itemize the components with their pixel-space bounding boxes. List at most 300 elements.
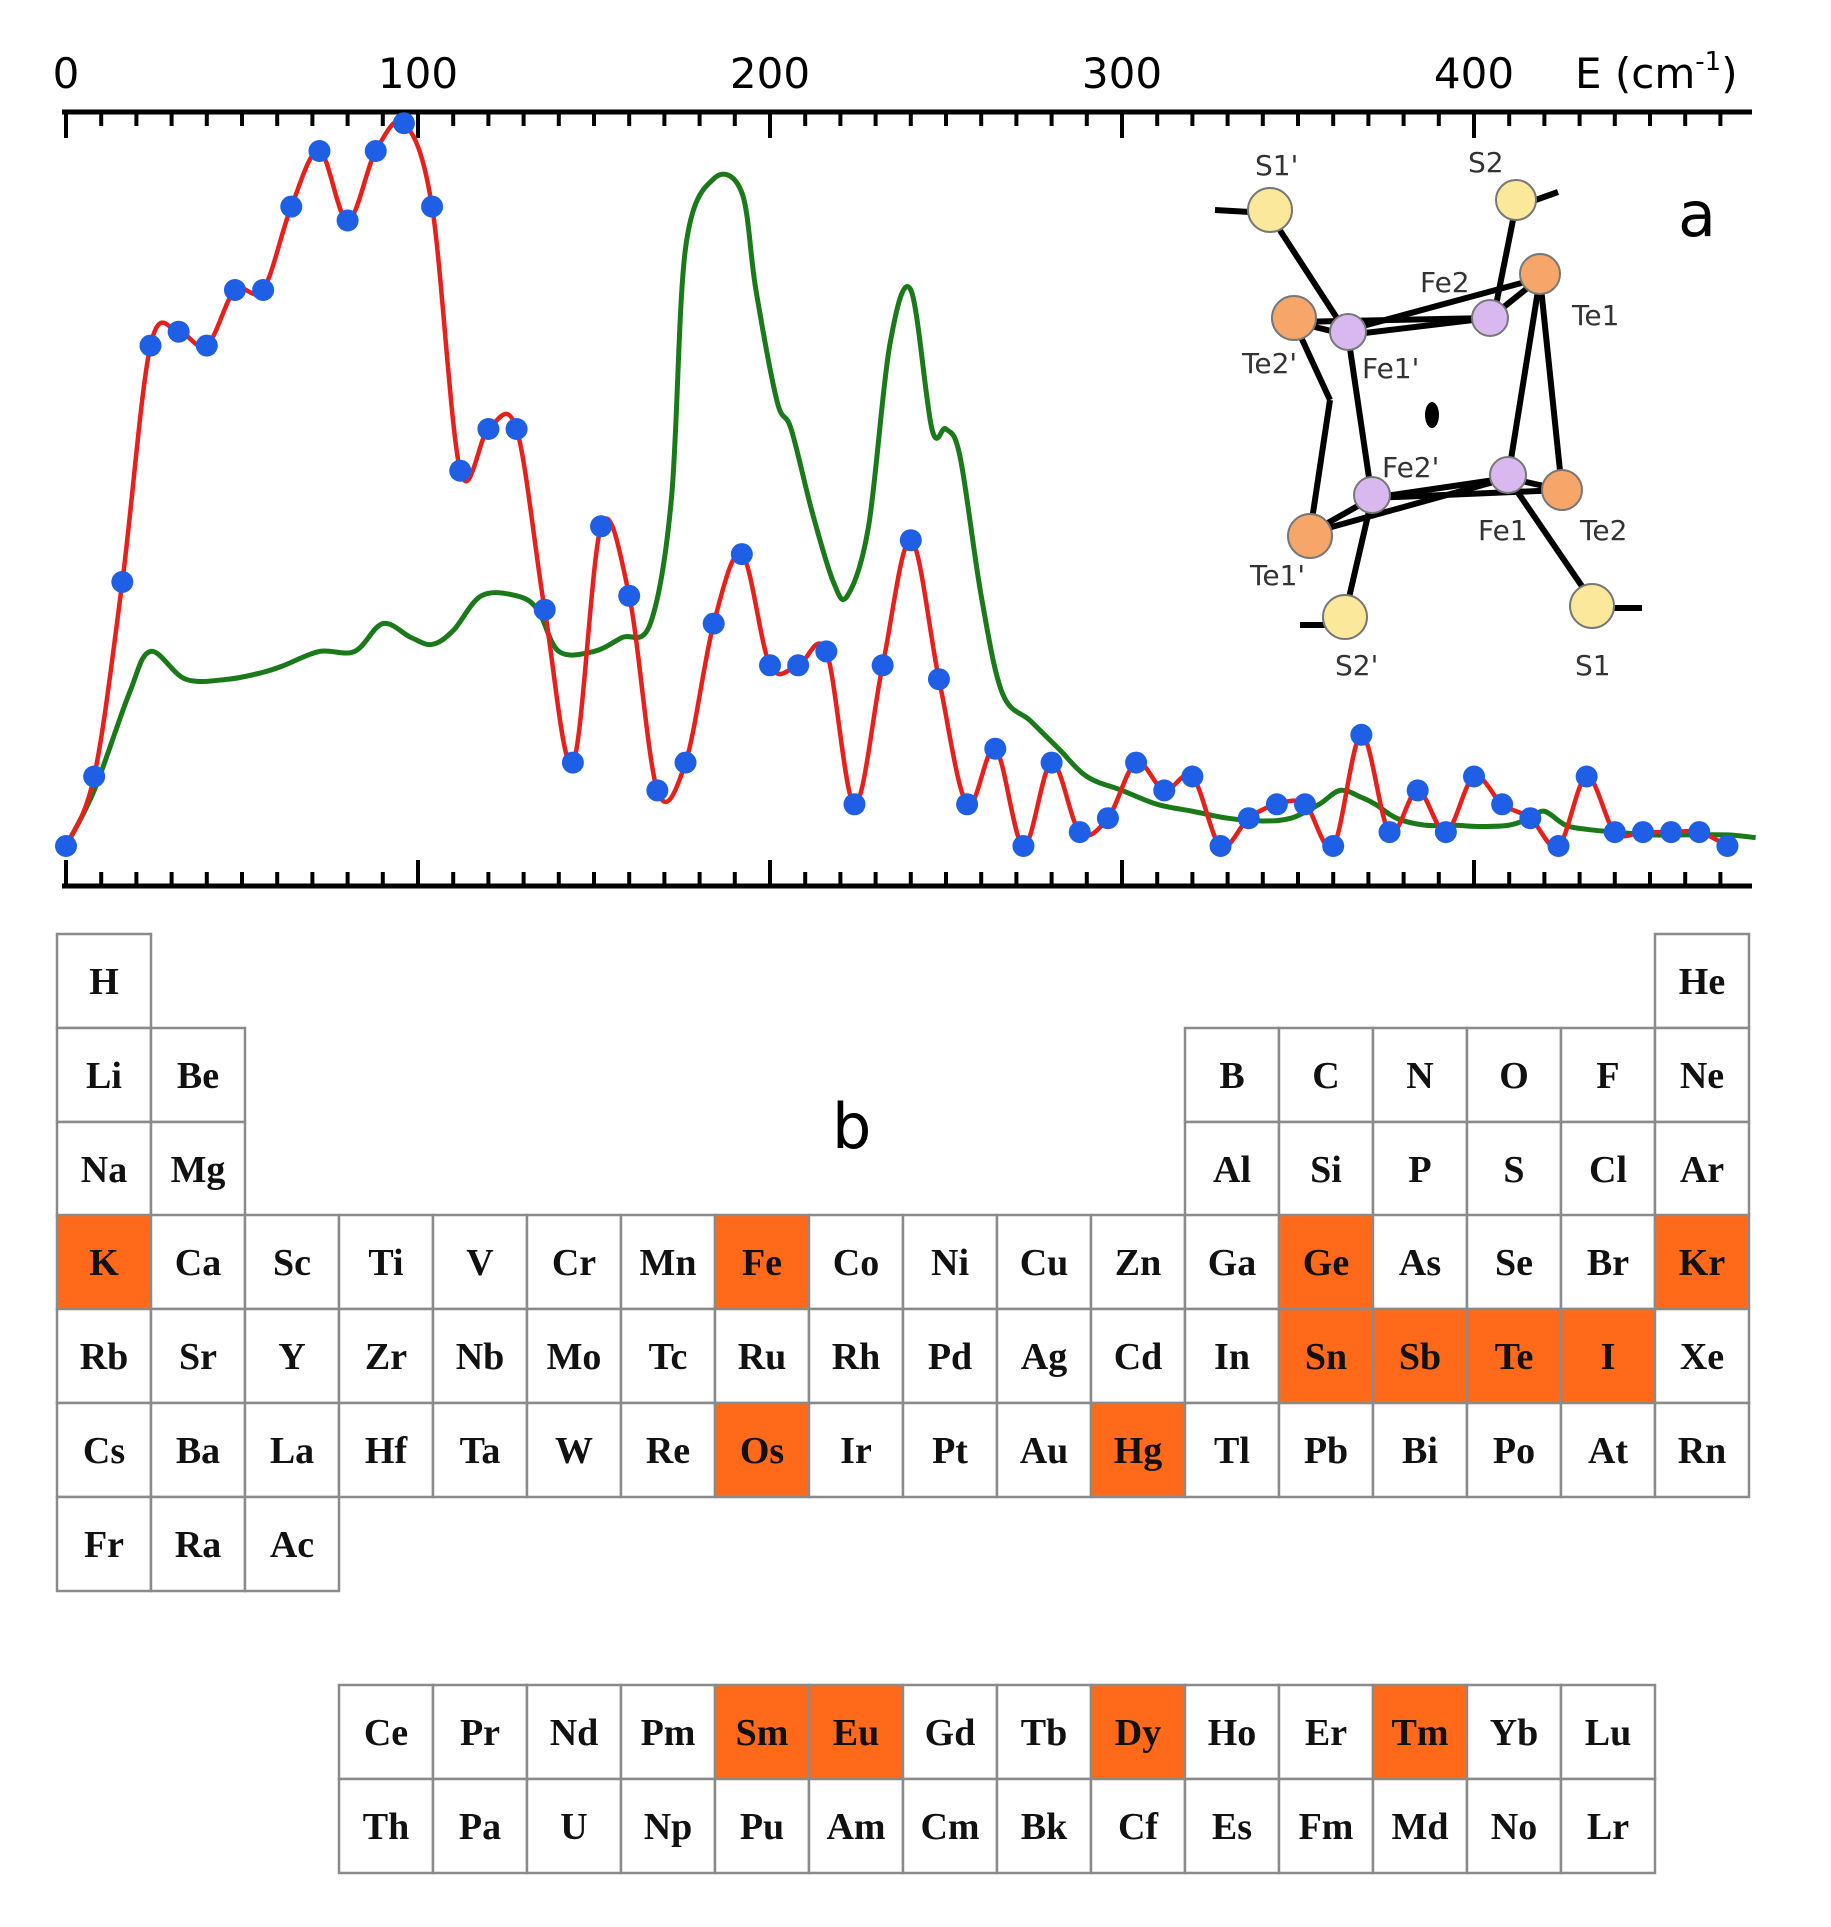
red-series-marker — [1012, 835, 1034, 857]
element-symbol: Y — [278, 1336, 306, 1378]
red-series-marker — [83, 766, 105, 788]
element-cell-la — [245, 1403, 339, 1497]
element-symbol: Mn — [639, 1242, 697, 1284]
element-symbol: Fr — [83, 1524, 125, 1566]
red-series-marker — [224, 279, 246, 301]
element-cell-al — [1185, 1122, 1279, 1216]
element-cell-ni — [903, 1215, 997, 1309]
element-cell-es — [1185, 1779, 1279, 1873]
atom-s1-prime — [1248, 188, 1292, 232]
element-symbol: Os — [739, 1430, 785, 1472]
element-symbol: Ta — [459, 1430, 501, 1472]
element-symbol: Tc — [648, 1336, 688, 1378]
element-cell-cl — [1561, 1122, 1655, 1216]
label-s2: S2 — [1468, 146, 1504, 179]
element-cell-he — [1655, 934, 1749, 1028]
element-symbol: Hg — [1113, 1430, 1163, 1472]
element-symbol: Ra — [174, 1524, 222, 1566]
inversion-center — [1425, 402, 1439, 428]
red-series-marker — [1491, 793, 1513, 815]
red-series-marker — [1660, 821, 1682, 843]
label-fe2-prime: Fe2' — [1382, 451, 1440, 484]
element-cell-p — [1373, 1122, 1467, 1216]
element-cell-w — [527, 1403, 621, 1497]
element-cell-b — [1185, 1028, 1279, 1122]
element-cell-n — [1373, 1028, 1467, 1122]
red-series-marker — [139, 335, 161, 357]
element-cell-hf — [339, 1403, 433, 1497]
element-cell-be — [151, 1028, 245, 1122]
element-cell-cm — [903, 1779, 997, 1873]
element-symbol: Li — [86, 1055, 122, 1097]
element-symbol: Ir — [840, 1430, 872, 1472]
element-cell-cu — [997, 1215, 1091, 1309]
red-series-marker — [1632, 821, 1654, 843]
element-cell-at — [1561, 1403, 1655, 1497]
red-series-marker — [252, 279, 274, 301]
element-cell-fr — [57, 1497, 151, 1591]
element-cell-pu — [715, 1779, 809, 1873]
element-cell-re — [621, 1403, 715, 1497]
element-cell-sr — [151, 1309, 245, 1403]
element-cell-kr — [1655, 1215, 1749, 1309]
element-symbol: Ga — [1207, 1242, 1257, 1284]
element-cell-as — [1373, 1215, 1467, 1309]
element-symbol: As — [1398, 1242, 1442, 1284]
element-cell-sc — [245, 1215, 339, 1309]
element-symbol: Nb — [455, 1336, 505, 1378]
element-symbol: Fe — [741, 1242, 783, 1284]
element-cell-in — [1185, 1309, 1279, 1403]
atom-s2-prime — [1323, 595, 1367, 639]
atom-fe2 — [1472, 300, 1508, 336]
red-series-marker — [534, 599, 556, 621]
element-symbol: Rh — [831, 1336, 881, 1378]
red-series-marker — [984, 738, 1006, 760]
label-te1-prime: Te1' — [1250, 559, 1306, 592]
element-cell-ba — [151, 1403, 245, 1497]
molecular-structure-inset — [1215, 146, 1642, 682]
red-series-marker — [900, 529, 922, 551]
red-series-marker — [1294, 793, 1316, 815]
element-cell-am — [809, 1779, 903, 1873]
element-symbol: Se — [1495, 1242, 1533, 1284]
element-symbol: Ti — [368, 1242, 404, 1284]
label-s2-prime: S2' — [1335, 649, 1379, 682]
tick-label-100: 100 — [377, 49, 459, 98]
element-symbol: Si — [1310, 1149, 1342, 1191]
element-symbol: Mg — [170, 1149, 226, 1191]
element-symbol: Ag — [1020, 1336, 1068, 1378]
red-series-marker — [477, 418, 499, 440]
panel-b — [57, 934, 1749, 1873]
red-series-marker — [1463, 766, 1485, 788]
element-cell-ta — [433, 1403, 527, 1497]
element-cell-tc — [621, 1309, 715, 1403]
element-cell-tm — [1373, 1685, 1467, 1779]
element-symbol: Pu — [739, 1806, 785, 1848]
element-symbol: Xe — [1679, 1336, 1725, 1378]
element-cell-lu — [1561, 1685, 1655, 1779]
element-symbol: Mo — [546, 1336, 602, 1378]
element-cell-rb — [57, 1309, 151, 1403]
red-series-marker — [956, 793, 978, 815]
tick-label-200: 200 — [729, 49, 811, 98]
bond — [1310, 400, 1330, 533]
element-cell-ti — [339, 1215, 433, 1309]
element-symbol: Pr — [459, 1712, 501, 1754]
element-cell-th — [339, 1779, 433, 1873]
red-series-marker — [393, 112, 415, 134]
red-series-marker — [1153, 779, 1175, 801]
atom-te2 — [1542, 470, 1582, 510]
element-symbol: Br — [1586, 1242, 1630, 1284]
red-series-marker — [365, 140, 387, 162]
red-series-marker — [337, 210, 359, 232]
element-symbol: Pa — [458, 1806, 502, 1848]
element-cell-no — [1467, 1779, 1561, 1873]
element-cell-h — [57, 934, 151, 1028]
element-cell-s — [1467, 1122, 1561, 1216]
element-cell-ge — [1279, 1215, 1373, 1309]
element-symbol: S — [1503, 1149, 1525, 1191]
red-series-marker — [55, 835, 77, 857]
red-series-marker — [449, 460, 471, 482]
red-series-marker — [787, 654, 809, 676]
element-symbol: Cd — [1113, 1336, 1163, 1378]
element-cell-br — [1561, 1215, 1655, 1309]
element-cell-se — [1467, 1215, 1561, 1309]
red-series-marker — [1435, 821, 1457, 843]
element-symbol: Gd — [924, 1712, 976, 1754]
element-symbol: Ru — [737, 1336, 787, 1378]
element-cell-zn — [1091, 1215, 1185, 1309]
element-symbol: Fm — [1298, 1806, 1354, 1848]
element-symbol: Am — [826, 1806, 886, 1848]
red-series-marker — [1604, 821, 1626, 843]
periodic-table-main — [57, 934, 1749, 1591]
tick-label-300: 300 — [1081, 49, 1163, 98]
element-cell-pt — [903, 1403, 997, 1497]
red-series-marker — [168, 321, 190, 343]
element-symbol: Al — [1213, 1149, 1251, 1191]
label-fe2: Fe2 — [1420, 266, 1470, 299]
element-symbol: He — [1678, 961, 1726, 1003]
element-cell-mg — [151, 1122, 245, 1216]
element-cell-fm — [1279, 1779, 1373, 1873]
element-symbol: Co — [832, 1242, 880, 1284]
element-cell-mo — [527, 1309, 621, 1403]
bond — [1294, 318, 1490, 322]
red-series-marker — [928, 668, 950, 690]
axis-unit-label — [1575, 47, 1738, 98]
axis-unit-text: E (cm — [1575, 49, 1696, 98]
element-symbol: Na — [80, 1149, 128, 1191]
element-symbol: Kr — [1678, 1242, 1726, 1284]
element-symbol: Ac — [269, 1524, 315, 1566]
element-symbol: Ge — [1302, 1242, 1350, 1284]
atom-s2 — [1496, 180, 1536, 220]
element-symbol: Cu — [1019, 1242, 1069, 1284]
element-symbol: F — [1596, 1055, 1620, 1097]
element-cell-ho — [1185, 1685, 1279, 1779]
red-series-marker — [1097, 807, 1119, 829]
red-series-marker — [506, 418, 528, 440]
element-cell-gd — [903, 1685, 997, 1779]
element-symbol: Rb — [79, 1336, 129, 1378]
red-series-marker — [590, 515, 612, 537]
element-cell-bi — [1373, 1403, 1467, 1497]
label-s1-prime: S1' — [1255, 149, 1299, 182]
element-cell-er — [1279, 1685, 1373, 1779]
element-symbol: Sb — [1398, 1336, 1442, 1378]
red-series-marker — [815, 640, 837, 662]
element-symbol: Ho — [1207, 1712, 1257, 1754]
element-cell-i — [1561, 1309, 1655, 1403]
element-cell-c — [1279, 1028, 1373, 1122]
element-cell-ru — [715, 1309, 809, 1403]
element-symbol: Pm — [640, 1712, 696, 1754]
element-symbol: Ne — [1679, 1055, 1725, 1097]
red-series-marker — [1407, 779, 1429, 801]
element-cell-cs — [57, 1403, 151, 1497]
panel-label-b: b — [832, 1090, 872, 1163]
element-symbol: Re — [645, 1430, 691, 1472]
axis-unit-close: ) — [1721, 49, 1738, 98]
element-symbol: Zn — [1114, 1242, 1162, 1284]
red-series-marker — [1547, 835, 1569, 857]
element-symbol: No — [1490, 1806, 1538, 1848]
label-fe1-prime: Fe1' — [1362, 352, 1420, 385]
element-symbol: Yb — [1489, 1712, 1539, 1754]
atom-te1-prime — [1288, 514, 1332, 558]
element-symbol: Tm — [1391, 1712, 1449, 1754]
element-symbol: Bk — [1020, 1806, 1068, 1848]
label-fe1: Fe1 — [1478, 514, 1528, 547]
element-symbol: At — [1587, 1430, 1629, 1472]
red-series-marker — [308, 140, 330, 162]
element-symbol: Hf — [364, 1430, 408, 1472]
top-axis-ticks — [66, 112, 1720, 138]
element-symbol: Cm — [920, 1806, 980, 1848]
red-series-marker — [562, 752, 584, 774]
element-symbol: Ca — [174, 1242, 222, 1284]
element-symbol: Er — [1304, 1712, 1348, 1754]
element-symbol: W — [555, 1430, 593, 1472]
element-cell-pm — [621, 1685, 715, 1779]
bond — [1540, 278, 1562, 490]
element-cell-eu — [809, 1685, 903, 1779]
element-cell-o — [1467, 1028, 1561, 1122]
element-symbol: Sc — [273, 1242, 311, 1284]
element-symbol: Tl — [1214, 1430, 1250, 1472]
atom-fe1 — [1490, 457, 1526, 493]
element-symbol: Be — [176, 1055, 220, 1097]
element-symbol: Pb — [1303, 1430, 1349, 1472]
element-cell-rh — [809, 1309, 903, 1403]
label-te1: Te1 — [1572, 299, 1620, 332]
element-cell-fe — [715, 1215, 809, 1309]
red-series-marker — [731, 543, 753, 565]
element-symbol: Te — [1494, 1336, 1534, 1378]
element-symbol: Sr — [179, 1336, 217, 1378]
red-series-marker — [1322, 835, 1344, 857]
red-series-marker — [1519, 807, 1541, 829]
element-symbol: Tb — [1020, 1712, 1068, 1754]
element-cell-pb — [1279, 1403, 1373, 1497]
element-cell-pr — [433, 1685, 527, 1779]
element-symbol: Ce — [363, 1712, 409, 1754]
element-cell-hg — [1091, 1403, 1185, 1497]
element-symbol: O — [1499, 1055, 1529, 1097]
red-series-marker — [675, 752, 697, 774]
element-cell-tb — [997, 1685, 1091, 1779]
element-cell-po — [1467, 1403, 1561, 1497]
red-series-marker — [1576, 766, 1598, 788]
red-series-marker — [1266, 793, 1288, 815]
element-symbol: Md — [1391, 1806, 1449, 1848]
red-series-marker — [843, 793, 865, 815]
element-cell-nd — [527, 1685, 621, 1779]
red-series-marker — [196, 335, 218, 357]
element-cell-sn — [1279, 1309, 1373, 1403]
label-s1: S1 — [1575, 649, 1611, 682]
element-cell-ga — [1185, 1215, 1279, 1309]
red-series-marker — [1379, 821, 1401, 843]
element-symbol: Zr — [364, 1336, 408, 1378]
element-cell-li — [57, 1028, 151, 1122]
red-series-marker — [111, 571, 133, 593]
element-cell-y — [245, 1309, 339, 1403]
element-cell-pd — [903, 1309, 997, 1403]
element-cell-rn — [1655, 1403, 1749, 1497]
element-cell-ag — [997, 1309, 1091, 1403]
periodic-table-f-block — [339, 1685, 1655, 1873]
element-symbol: Lr — [1586, 1806, 1630, 1848]
label-te2: Te2 — [1580, 514, 1628, 547]
atom-te2-prime — [1272, 296, 1316, 340]
element-cell-sb — [1373, 1309, 1467, 1403]
element-cell-co — [809, 1215, 903, 1309]
element-symbol: Ba — [175, 1430, 221, 1472]
element-symbol: P — [1408, 1149, 1432, 1191]
element-symbol: Sn — [1304, 1336, 1348, 1378]
top-axis-tick-labels — [53, 47, 1738, 98]
red-series-marker — [1125, 752, 1147, 774]
element-cell-ce — [339, 1685, 433, 1779]
red-series-marker — [1350, 724, 1372, 746]
element-symbol: Po — [1492, 1430, 1536, 1472]
red-series-marker — [1210, 835, 1232, 857]
element-symbol: I — [1600, 1336, 1616, 1378]
atom-te1 — [1520, 254, 1560, 294]
element-cell-u — [527, 1779, 621, 1873]
element-cell-v — [433, 1215, 527, 1309]
element-symbol: Dy — [1114, 1712, 1162, 1754]
element-cell-ir — [809, 1403, 903, 1497]
element-symbol: Lu — [1584, 1712, 1632, 1754]
atom-s1 — [1570, 584, 1614, 628]
element-symbol: H — [89, 961, 119, 1003]
red-series-marker — [1716, 835, 1738, 857]
element-cell-si — [1279, 1122, 1373, 1216]
element-symbol: Eu — [832, 1712, 880, 1754]
element-cell-cr — [527, 1215, 621, 1309]
element-cell-ca — [151, 1215, 245, 1309]
red-series-marker — [1688, 821, 1710, 843]
element-cell-f — [1561, 1028, 1655, 1122]
red-series-marker — [759, 654, 781, 676]
element-symbol: Np — [643, 1806, 693, 1848]
element-symbol: Ar — [1679, 1149, 1725, 1191]
element-symbol: Cr — [551, 1242, 597, 1284]
element-cell-yb — [1467, 1685, 1561, 1779]
element-cell-ne — [1655, 1028, 1749, 1122]
element-cell-mn — [621, 1215, 715, 1309]
element-cell-cf — [1091, 1779, 1185, 1873]
tick-label-400: 400 — [1433, 49, 1515, 98]
element-symbol: C — [1312, 1055, 1340, 1097]
red-series-marker — [646, 779, 668, 801]
element-cell-pa — [433, 1779, 527, 1873]
element-cell-au — [997, 1403, 1091, 1497]
element-cell-nb — [433, 1309, 527, 1403]
element-cell-zr — [339, 1309, 433, 1403]
element-cell-bk — [997, 1779, 1091, 1873]
bottom-axis-ticks — [66, 860, 1720, 886]
red-series-marker — [1069, 821, 1091, 843]
panel-label-a: a — [1678, 178, 1716, 251]
element-symbol: Nd — [549, 1712, 599, 1754]
element-cell-ac — [245, 1497, 339, 1591]
element-cell-dy — [1091, 1685, 1185, 1779]
element-symbol: Th — [362, 1806, 410, 1848]
red-series-marker — [1041, 752, 1063, 774]
element-symbol: V — [466, 1242, 494, 1284]
element-symbol: Pd — [927, 1336, 973, 1378]
red-series-marker — [618, 585, 640, 607]
element-cell-ar — [1655, 1122, 1749, 1216]
element-cell-xe — [1655, 1309, 1749, 1403]
element-symbol: La — [269, 1430, 315, 1472]
tick-label-0: 0 — [52, 49, 80, 98]
element-cell-os — [715, 1403, 809, 1497]
element-symbol: Ni — [931, 1242, 969, 1284]
element-symbol: Cl — [1589, 1149, 1627, 1191]
element-symbol: Sm — [735, 1712, 789, 1754]
element-symbol: Rn — [1677, 1430, 1727, 1472]
element-cell-tl — [1185, 1403, 1279, 1497]
atom-fe1-prime — [1330, 314, 1366, 350]
bond — [1215, 210, 1250, 212]
element-symbol: Au — [1019, 1430, 1069, 1472]
red-series-marker — [703, 613, 725, 635]
element-cell-lr — [1561, 1779, 1655, 1873]
element-symbol: Es — [1211, 1806, 1253, 1848]
panel-a — [53, 47, 1756, 886]
element-cell-md — [1373, 1779, 1467, 1873]
red-series-marker — [280, 196, 302, 218]
element-symbol: N — [1406, 1055, 1434, 1097]
element-symbol: B — [1219, 1055, 1245, 1097]
label-te2-prime: Te2' — [1242, 347, 1298, 380]
red-series-marker — [421, 196, 443, 218]
element-symbol: K — [89, 1242, 119, 1284]
red-series-marker — [872, 654, 894, 676]
element-symbol: Cf — [1117, 1806, 1159, 1848]
element-cell-k — [57, 1215, 151, 1309]
element-cell-te — [1467, 1309, 1561, 1403]
